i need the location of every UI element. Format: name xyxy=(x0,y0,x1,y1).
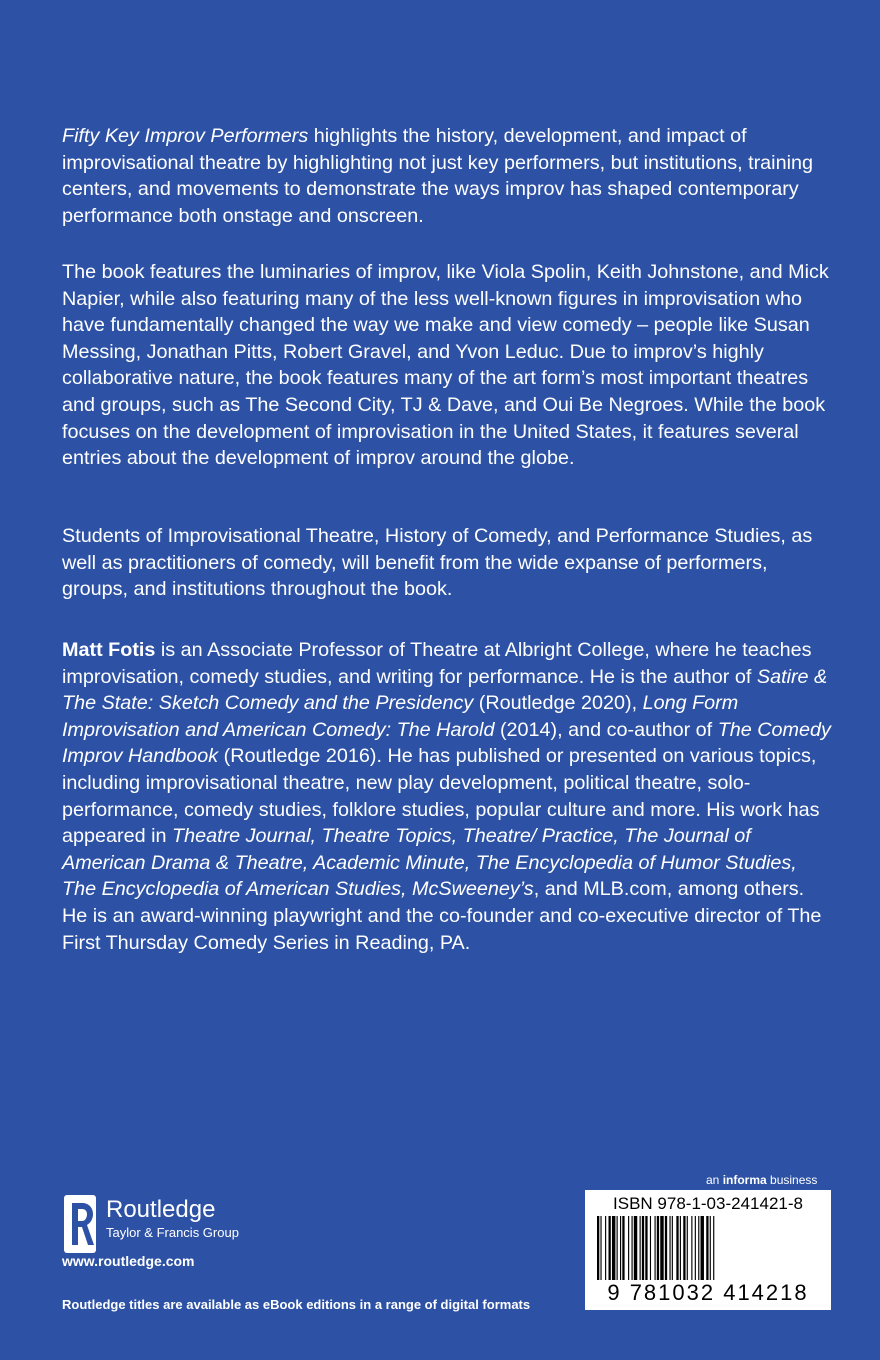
routledge-r-icon xyxy=(62,1193,98,1255)
description-paragraph-3: Students of Improvisational Theatre, History of Comedy, and Performance Studies, as well as practitioners of comedy, will benefit from the wide expanse of performers, groups, and institutions throughout the book. xyxy=(62,525,813,601)
publisher-group: Taylor & Francis Group xyxy=(106,1225,239,1240)
author-bio: Matt Fotis is an Associate Professor of Theatre at Albright College, where he teaches improvisation, comedy studies, and writing for performance. He is the author of Satire & The State: Sketch Comedy and the Presidency (Routledge 2020), Long Form Improvisation and American Comedy: The Harold (2014), and co-author of The Comedy Improv Handbook (Routledge 2016). He has published or presented on various topics, including improvisational theatre, new play development, political theatre, solo-performance, comedy studies, folklore studies, popular culture and more. His work has appeared in Theatre Journal, Theatre Topics, Theatre/ Practice, The Journal of American Drama & Theatre, Academic Minute, The Encyclopedia of Humor Studies, The Encyclopedia of American Studies, McSweeney’s, and MLB.com, among others. He is an award-winning playwright and the co-founder and co-executive director of The First Thursday Comedy Series in Reading, PA. xyxy=(62,639,831,954)
ebook-note: Routledge titles are available as eBook editions in a range of digital formats xyxy=(62,1297,531,1312)
author-name: Matt Fotis xyxy=(62,639,156,661)
book-title: Fifty Key Improv Performers xyxy=(62,125,309,147)
informa-business-note: an informa business xyxy=(706,1173,818,1187)
description-paragraph-2: The book features the luminaries of improv, like Viola Spolin, Keith Johnstone, and Mick Napier, while also featuring many of the less well-known figures in improvisation who have fundamentally changed the way we make and view comedy – people like Susan Messing, Jonathan Pitts, Robert Gravel, and Yvon Leduc. Due to improv’s highly collaborative nature, the book features many of the art form’s most important theatres and groups, such as The Second City, TJ & Dave, and Oui Be Negroes. While the book focuses on the development of improvisation in the United States, it features several entries about the development of improv around the globe. xyxy=(62,261,829,470)
isbn-barcode xyxy=(585,1190,831,1310)
barcode-number: 9 781032 414218 xyxy=(607,1280,809,1305)
publisher-url[interactable]: www.routledge.com xyxy=(62,1253,195,1269)
publisher-name: Routledge xyxy=(106,1196,216,1223)
isbn-label: ISBN 978-1-03-241421-8 xyxy=(613,1194,803,1213)
description-paragraph-1: Fifty Key Improv Performers highlights the history, development, and impact of improvisational theatre by highlighting not just key performers, but institutions, training centers, and movements to demonstrate the ways improv has shaped contemporary performance both onstage and onscreen. xyxy=(62,125,813,227)
barcode-bars xyxy=(597,1216,819,1280)
